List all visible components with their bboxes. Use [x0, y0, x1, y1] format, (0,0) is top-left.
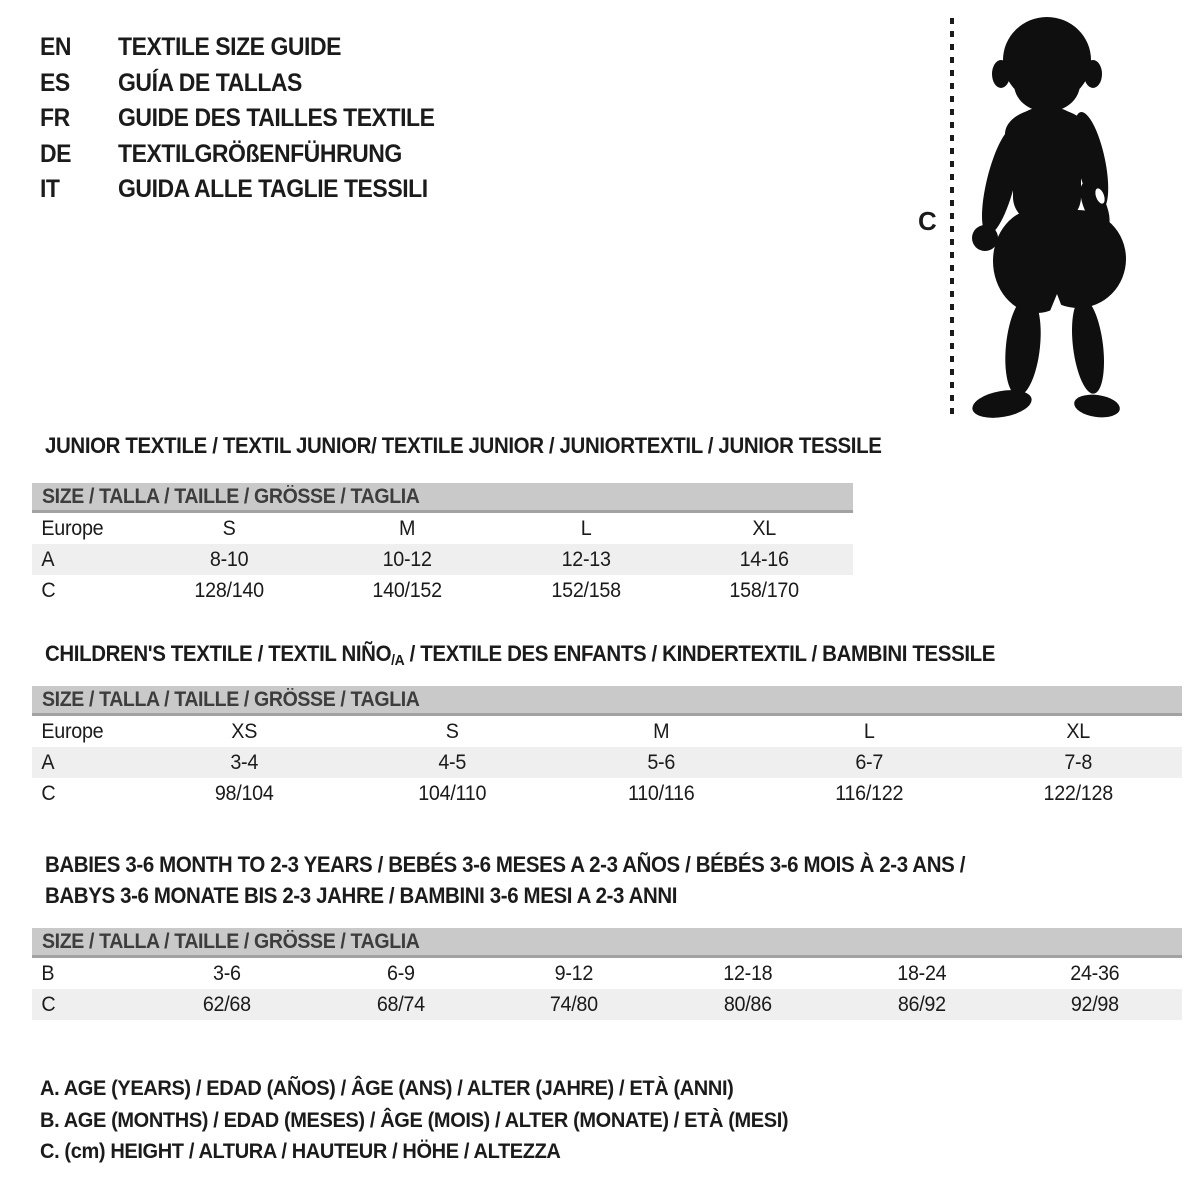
- age-cell: 3-6: [212, 961, 241, 985]
- language-code: FR: [40, 104, 70, 133]
- size-header-label: SIZE / TALLA / TAILLE / GRÖSSE / TAGLIA: [42, 688, 420, 711]
- children-section-title: [45, 641, 995, 669]
- figure-measure-label: C: [918, 206, 937, 236]
- language-row-de: [40, 137, 462, 173]
- language-row-it: [40, 172, 462, 208]
- junior-section-title: JUNIOR TEXTILE / TEXTIL JUNIOR/ TEXTILE JUNIOR / JUNIORTEXTIL / JUNIOR TESSILE: [45, 433, 882, 458]
- table-row: [32, 544, 853, 575]
- toddler-silhouette-icon: [900, 0, 1200, 440]
- height-cell: 98/104: [214, 781, 274, 805]
- size-cell: L: [580, 516, 591, 540]
- height-cell: 128/140: [194, 578, 264, 602]
- babies-size-table: [32, 928, 1182, 1020]
- legend: [40, 1073, 845, 1168]
- age-cell: 12-13: [561, 547, 611, 571]
- row-label: C: [41, 578, 56, 602]
- size-cell: L: [864, 719, 875, 743]
- age-cell: 5-6: [647, 750, 675, 774]
- height-cell: 152/158: [550, 578, 621, 602]
- table-row: [32, 747, 1182, 778]
- age-cell: 6-7: [855, 750, 884, 774]
- age-cell: 8-10: [209, 547, 249, 571]
- height-cell: 110/116: [627, 781, 695, 805]
- height-cell: 68/74: [376, 992, 425, 1016]
- age-cell: 3-4: [230, 750, 259, 774]
- size-header-label: SIZE / TALLA / TAILLE / GRÖSSE / TAGLIA: [42, 930, 420, 953]
- age-cell: 6-9: [386, 961, 415, 985]
- children-title-prefix: CHILDREN'S TEXTILE / TEXTIL NIÑO: [45, 641, 392, 666]
- language-title: GUIDE DES TAILLES TEXTILE: [118, 104, 435, 133]
- legend-line-a: A. AGE (YEARS) / EDAD (AÑOS) / ÂGE (ANS) / ALTER (JAHRE) / ETÀ (ANNI): [40, 1076, 734, 1101]
- size-header-bar: [32, 928, 1182, 958]
- height-cell: 104/110: [418, 781, 487, 805]
- height-cell: 116/122: [835, 781, 904, 805]
- language-row-en: [40, 30, 462, 66]
- children-size-table: [32, 686, 1182, 809]
- language-code: DE: [40, 139, 72, 168]
- size-header-bar: [32, 686, 1182, 716]
- table-row: [32, 778, 1182, 809]
- toddler-figure: [900, 0, 1200, 440]
- size-cell: S: [222, 516, 236, 540]
- size-header-label: SIZE / TALLA / TAILLE / GRÖSSE / TAGLIA: [42, 485, 420, 508]
- size-cell: XL: [1066, 719, 1090, 743]
- legend-line-c: C. (cm) HEIGHT / ALTURA / HAUTEUR / HÖHE / ALTEZZA: [40, 1139, 561, 1164]
- babies-section-title-line2: BABYS 3-6 MONATE BIS 2-3 JAHRE / BAMBINI 3-6 MESI A 2-3 ANNI: [45, 883, 678, 908]
- row-label: A: [41, 547, 55, 571]
- row-label: C: [41, 992, 56, 1016]
- table-row: [32, 513, 853, 544]
- size-cell: XS: [231, 719, 258, 743]
- row-label: A: [41, 750, 55, 774]
- height-cell: 86/92: [897, 992, 946, 1016]
- size-cell: M: [399, 516, 416, 540]
- height-cell: 80/86: [723, 992, 772, 1016]
- height-cell: 92/98: [1071, 992, 1120, 1016]
- babies-section-title-line1: BABIES 3-6 MONTH TO 2-3 YEARS / BEBÉS 3-6 MESES A 2-3 AÑOS / BÉBÉS 3-6 MOIS À 2-3 ANS /: [45, 852, 966, 877]
- size-cell: S: [446, 719, 460, 743]
- language-code: ES: [40, 68, 70, 97]
- table-row: [32, 575, 853, 606]
- table-row: [32, 716, 1182, 747]
- row-label: C: [41, 781, 56, 805]
- language-title: GUIDA ALLE TAGLIE TESSILI: [118, 175, 428, 204]
- height-cell: 158/170: [729, 578, 799, 602]
- language-title: TEXTILE SIZE GUIDE: [118, 33, 342, 62]
- age-cell: 9-12: [554, 961, 594, 985]
- age-cell: 7-8: [1063, 750, 1092, 774]
- height-cell: 140/152: [372, 578, 443, 602]
- row-label: Europe: [41, 516, 104, 540]
- row-label: Europe: [41, 719, 104, 743]
- age-cell: 12-18: [723, 961, 773, 985]
- legend-line-b: B. AGE (MONTHS) / EDAD (MESES) / ÂGE (MOIS) / ALTER (MONATE) / ETÀ (MESI): [40, 1107, 789, 1132]
- language-code: IT: [40, 175, 60, 204]
- table-row: [32, 989, 1182, 1020]
- size-cell: M: [652, 719, 670, 743]
- size-cell: XL: [752, 516, 776, 540]
- age-cell: 18-24: [896, 961, 947, 985]
- age-cell: 4-5: [438, 750, 467, 774]
- language-code: EN: [40, 33, 72, 62]
- size-header-bar: [32, 483, 853, 513]
- children-title-suffix: / TEXTILE DES ENFANTS / KINDERTEXTIL / BAMBINI TESSILE: [404, 641, 996, 666]
- junior-size-table: [32, 483, 853, 606]
- age-cell: 24-36: [1070, 961, 1120, 985]
- age-cell: 10-12: [382, 547, 432, 571]
- language-list: [40, 30, 462, 208]
- table-row: [32, 958, 1182, 989]
- children-title-subscript: /A: [391, 652, 405, 669]
- language-title: GUÍA DE TALLAS: [118, 68, 302, 97]
- age-cell: 14-16: [739, 547, 789, 571]
- language-row-fr: [40, 101, 462, 137]
- language-row-es: [40, 66, 462, 102]
- language-title: TEXTILGRÖßENFÜHRUNG: [118, 139, 402, 168]
- row-label: B: [41, 961, 55, 985]
- height-cell: 74/80: [550, 992, 599, 1016]
- height-cell: 122/128: [1043, 781, 1113, 805]
- height-cell: 62/68: [202, 992, 251, 1016]
